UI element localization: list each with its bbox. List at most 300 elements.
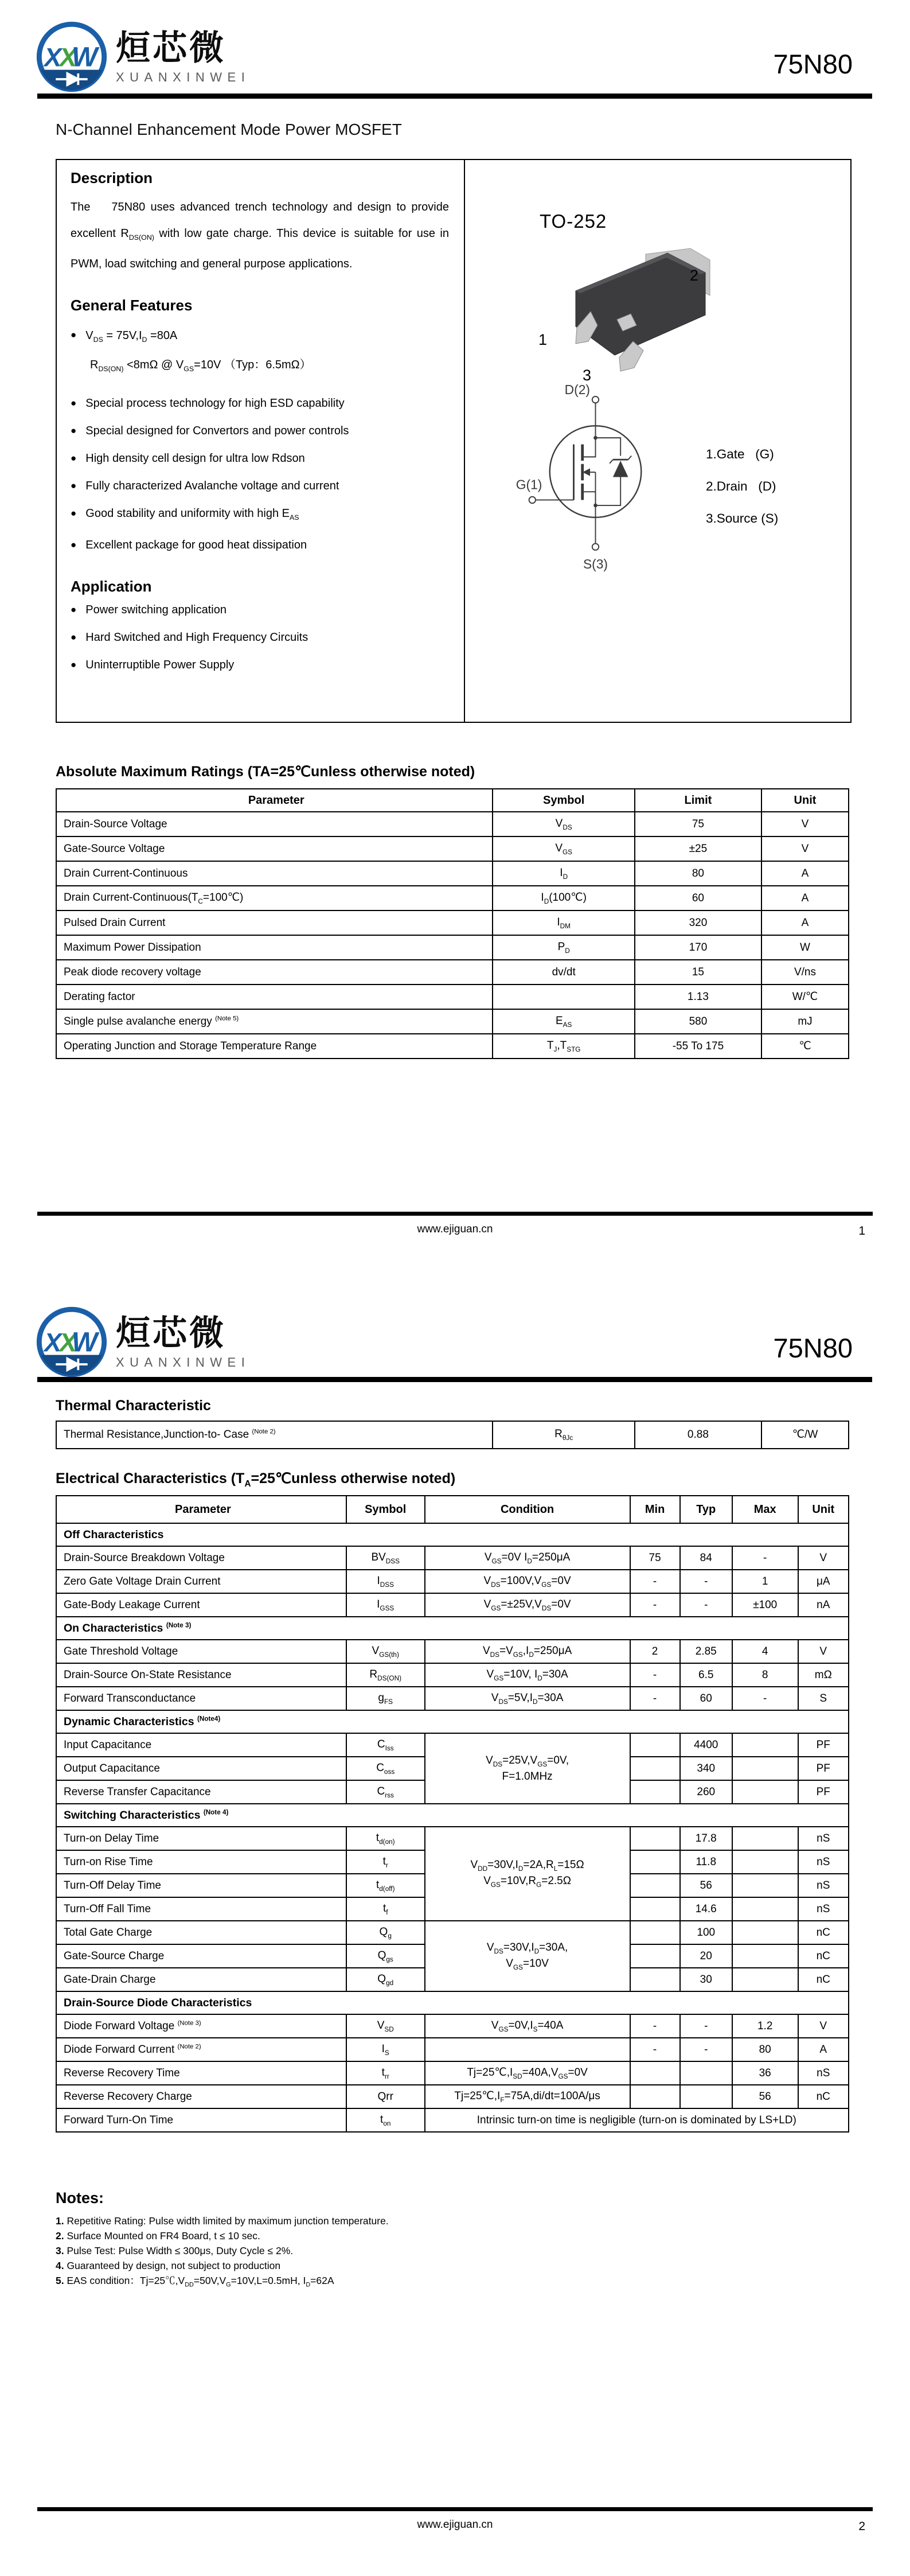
table-cell: Forward Transconductance	[56, 1687, 346, 1710]
table-cell: -	[680, 2038, 732, 2061]
table-cell	[630, 1944, 680, 1968]
package-pin-number-2: 2	[690, 267, 699, 284]
table-cell: V	[798, 2014, 849, 2038]
package-column	[465, 160, 850, 722]
column-header: Limit	[635, 789, 761, 812]
table-cell: Turn-on Rise Time	[56, 1850, 346, 1874]
table-cell: Forward Turn-On Time	[56, 2108, 346, 2132]
application-item	[71, 602, 449, 617]
table-cell: A	[761, 886, 849, 910]
table-cell: Gate-Source Charge	[56, 1944, 346, 1968]
table-cell	[732, 1897, 798, 1921]
table-cell: -	[630, 1593, 680, 1617]
table-cell: $I_S$	[346, 2038, 425, 2061]
table-cell: $t_f$	[346, 1897, 425, 1921]
brand-logo-icon	[36, 21, 108, 93]
footer-url: www.ejiguan.cn	[417, 1223, 493, 1235]
table-cell: Pulsed Drain Current	[56, 910, 493, 935]
table-cell: 580	[635, 1009, 761, 1034]
table-cell: nC	[798, 1944, 849, 1968]
features-heading: General Features	[71, 297, 193, 314]
table-cell: $V_{DS}=V_{GS},I_D=250\mu A$	[425, 1640, 630, 1663]
table-cell: Zero Gate Voltage Drain Current	[56, 1570, 346, 1593]
footer-url: www.ejiguan.cn	[417, 2519, 493, 2531]
table-cell: nS	[798, 1850, 849, 1874]
column-header: Parameter	[56, 1496, 346, 1523]
list-item-text: Uninterruptible Power Supply	[85, 659, 235, 671]
table-row	[56, 910, 849, 935]
section-cell: Dynamic Characteristics $^{(Note4)}$	[56, 1710, 849, 1733]
brand-text	[116, 30, 250, 85]
brand-logo-icon	[36, 1306, 108, 1378]
brand-latin: XUANXINWEI	[116, 1355, 251, 1369]
table-cell: nS	[798, 2061, 849, 2085]
table-cell: PF	[798, 1780, 849, 1804]
table-cell: nC	[798, 1921, 849, 1944]
table-cell: Maximum Power Dissipation	[56, 935, 493, 960]
table-cell: -	[630, 2038, 680, 2061]
column-header: Typ	[680, 1496, 732, 1523]
description-text: The 75N80 uses advanced trench technology and design to provide excellent $R_{DS(ON)}$ with low gate charge. This device is suitable for use in PWM, load switching and general purpose applications.	[71, 201, 449, 270]
table-cell: $Tj=25℃,I_{SD}=40A,V_{GS}=0V$	[425, 2061, 630, 2085]
application-heading: Application	[71, 578, 152, 595]
table-cell: Turn-Off Delay Time	[56, 1874, 346, 1897]
table-row	[56, 812, 849, 836]
bullet-icon: ●	[71, 508, 77, 519]
table-cell	[630, 1780, 680, 1804]
description-heading: Description	[71, 169, 153, 186]
table-cell: $V_{GS(th)}$	[346, 1640, 425, 1663]
abs-max-heading: Absolute Maximum Ratings (TA=25℃unless otherwise noted)	[56, 764, 475, 780]
table-cell: -	[630, 1687, 680, 1710]
table-cell: nS	[798, 1897, 849, 1921]
table-cell: $V_{GS}$	[493, 836, 634, 861]
notes-heading: Notes:	[56, 2189, 104, 2207]
table-cell	[732, 1780, 798, 1804]
table-cell	[630, 1733, 680, 1757]
table-row	[56, 2038, 849, 2061]
table-cell: 56	[680, 1874, 732, 1897]
table-cell: A	[798, 2038, 849, 2061]
table-row	[56, 935, 849, 960]
table-cell	[630, 1874, 680, 1897]
table-cell: Drain-Source On-State Resistance	[56, 1663, 346, 1687]
table-cell: W/℃	[761, 985, 849, 1009]
table-cell	[425, 2038, 630, 2061]
table-cell: Turn-Off Fall Time	[56, 1897, 346, 1921]
bullet-icon: ●	[71, 659, 77, 670]
table-cell: PF	[798, 1733, 849, 1757]
table-cell: W	[761, 935, 849, 960]
list-item-text: Special process technology for high ESD capability	[85, 397, 345, 410]
table-row	[56, 1421, 849, 1449]
table-cell: Input Capacitance	[56, 1733, 346, 1757]
table-cell: Derating factor	[56, 985, 493, 1009]
list-item-text: Good stability and uniformity with high $E_{AS}$	[85, 507, 299, 522]
table-cell: $I_D(100℃)$	[493, 886, 634, 910]
table-cell	[630, 2085, 680, 2108]
table-row	[56, 1663, 849, 1687]
table-cell: 36	[732, 2061, 798, 2085]
list-item-text: 3. Pulse Test: Pulse Width ≤ 300μs, Duty Cycle ≤ 2%.	[56, 2245, 294, 2256]
table-cell	[630, 2061, 680, 2085]
brand-text	[116, 1315, 250, 1370]
table-row	[56, 2085, 849, 2108]
column-header: Unit	[798, 1496, 849, 1523]
table-cell: -	[630, 1570, 680, 1593]
table-row	[56, 985, 849, 1009]
table-cell: $V_{DD}=30V,I_D=2A,R_L=15\Omega$ $V_{GS}=10V,R_G=2.5\Omega$	[425, 1827, 630, 1921]
table-cell: 1.13	[635, 985, 761, 1009]
features-list	[71, 396, 449, 552]
part-number: 75N80	[773, 1333, 853, 1363]
table-cell: 60	[635, 886, 761, 910]
table-cell: Diode Forward Voltage $^{(Note 3)}$	[56, 2014, 346, 2038]
table-cell: 84	[680, 1546, 732, 1570]
pin-legend-item	[706, 511, 778, 526]
table-row	[56, 1593, 849, 1617]
list-item-text: Power switching application	[85, 604, 226, 616]
table-cell: -	[680, 1593, 732, 1617]
table-cell: 60	[680, 1687, 732, 1710]
column-header: Condition	[425, 1496, 630, 1523]
table-row	[56, 1827, 849, 1850]
table-cell: Intrinsic turn-on time is negligible (turn-on is dominated by LS+LD)	[425, 2108, 849, 2132]
table-cell: $t_{d(on)}$	[346, 1827, 425, 1850]
table-cell	[493, 985, 634, 1009]
table-cell: Total Gate Charge	[56, 1921, 346, 1944]
table-cell	[630, 1897, 680, 1921]
table-cell: Peak diode recovery voltage	[56, 960, 493, 985]
electrical-heading: Electrical Characteristics ($T_A=25℃unless$ otherwise noted)	[56, 1470, 456, 1489]
application-list	[71, 602, 449, 672]
electrical-table	[56, 1495, 849, 2133]
table-cell	[630, 1827, 680, 1850]
table-cell: V	[761, 836, 849, 861]
feature-item	[71, 423, 449, 438]
table-cell: 100	[680, 1921, 732, 1944]
table-cell: -	[680, 2014, 732, 2038]
list-item-text: Hard Switched and High Frequency Circuits	[85, 631, 308, 644]
table-cell: $V_{DS}=25V,V_{GS}=0V$, F=1.0MHz	[425, 1733, 630, 1804]
brand-latin: XUANXINWEI	[116, 70, 251, 84]
table-cell: 260	[680, 1780, 732, 1804]
bullet-icon: ●	[71, 604, 77, 615]
table-cell: Reverse Recovery Time	[56, 2061, 346, 2085]
table-cell: $I_{DM}$	[493, 910, 634, 935]
table-cell	[630, 1921, 680, 1944]
table-cell: -	[680, 1570, 732, 1593]
feature-primary-text: $V_{DS} = 75V,I_D =80A$	[85, 329, 178, 344]
application-item	[71, 630, 449, 645]
header-rule	[37, 1377, 872, 1382]
pin-legend	[706, 447, 778, 543]
note-item	[56, 2243, 686, 2258]
list-item-text: Fully characterized Avalanche voltage and current	[85, 480, 339, 492]
table-row	[56, 2014, 849, 2038]
symbol-gate-label: G(1)	[515, 477, 542, 492]
bullet-icon: ●	[71, 425, 77, 436]
section-cell: Switching Characteristics $^{(Note 4)}$	[56, 1804, 849, 1827]
table-cell: 14.6	[680, 1897, 732, 1921]
logo-letter: X	[59, 1328, 77, 1357]
list-item-text: 5. EAS condition：$Tj=25℃,V_{DD}=50V,V_G=10V,L=0.5mH$, $I_D=62A$	[56, 2275, 334, 2289]
table-cell: μA	[798, 1570, 849, 1593]
table-cell: 80	[732, 2038, 798, 2061]
bullet-icon: ●	[71, 632, 77, 643]
table-cell: Output Capacitance	[56, 1757, 346, 1780]
electrical-table-container	[56, 1495, 849, 2133]
table-cell: 0.88	[635, 1421, 761, 1449]
table-cell: $C_{Iss}$	[346, 1733, 425, 1757]
table-cell: Thermal Resistance,Junction-to- Case $^{(Note 2)}$	[56, 1421, 493, 1449]
bullet-icon: ●	[71, 539, 77, 550]
note-item	[56, 2228, 686, 2243]
notes-list	[56, 2213, 686, 2293]
table-cell: mJ	[761, 1009, 849, 1034]
table-row	[56, 2061, 849, 2085]
table-row	[56, 1009, 849, 1034]
application-item	[71, 657, 449, 672]
table-cell	[680, 2085, 732, 2108]
package-pin-number-3: 3	[583, 367, 592, 384]
table-cell: $V_{DS}=30V,I_D=30A$, $V_{GS}=10V$	[425, 1921, 630, 1991]
table-row	[56, 1034, 849, 1059]
table-cell: -	[732, 1687, 798, 1710]
bullet-icon: ●	[71, 480, 77, 491]
list-item-text: 1.Gate (G)	[706, 447, 774, 461]
table-cell: $t_{on}$	[346, 2108, 425, 2132]
table-cell: $R_{DS(ON)}$	[346, 1663, 425, 1687]
table-cell: Drain-Source Voltage	[56, 812, 493, 836]
description-column	[57, 160, 464, 685]
section-row	[56, 1804, 849, 1827]
section-row	[56, 1523, 849, 1546]
feature-primary	[71, 329, 449, 344]
bullet-icon: ●	[71, 453, 77, 464]
table-cell: Gate-Drain Charge	[56, 1968, 346, 1991]
table-cell	[732, 1944, 798, 1968]
note-item	[56, 2213, 686, 2228]
table-cell: V	[798, 1640, 849, 1663]
table-cell: $Q_g$	[346, 1921, 425, 1944]
table-cell: 1.2	[732, 2014, 798, 2038]
table-cell: nS	[798, 1827, 849, 1850]
table-cell: 20	[680, 1944, 732, 1968]
table-cell: Operating Junction and Storage Temperature Range	[56, 1034, 493, 1059]
bullet-icon: ●	[71, 398, 77, 408]
logo-letter: W	[72, 1327, 98, 1358]
table-cell: 170	[635, 935, 761, 960]
table-row	[56, 1733, 849, 1757]
table-row	[56, 861, 849, 886]
list-item-text: 3.Source (S)	[706, 511, 779, 526]
feature-item	[71, 478, 449, 493]
table-cell: $V_{GS}=0V$ $I_D=250\mu A$	[425, 1546, 630, 1570]
column-header: Unit	[761, 789, 849, 812]
table-cell	[630, 1968, 680, 1991]
package-pin-number-1: 1	[538, 331, 548, 348]
table-cell: $E_{AS}$	[493, 1009, 634, 1034]
pin-legend-item	[706, 479, 778, 494]
table-cell	[732, 1850, 798, 1874]
feature-item	[71, 451, 449, 466]
table-cell: 2	[630, 1640, 680, 1663]
column-header: Symbol	[346, 1496, 425, 1523]
table-cell: mΩ	[798, 1663, 849, 1687]
table-cell: $V_{GS}=0V,I_S=40A$	[425, 2014, 630, 2038]
table-cell: Reverse Recovery Charge	[56, 2085, 346, 2108]
table-row	[56, 1687, 849, 1710]
table-cell: 17.8	[680, 1827, 732, 1850]
table-cell: $t_r$	[346, 1850, 425, 1874]
column-header: Min	[630, 1496, 680, 1523]
logo-letter: X	[59, 42, 77, 72]
feature-item	[71, 506, 449, 525]
section-row	[56, 1991, 849, 2014]
table-cell	[732, 1827, 798, 1850]
section-cell: On Characteristics $^{(Note 3)}$	[56, 1617, 849, 1640]
list-item-text: High density cell design for ultra low Rdson	[85, 452, 305, 465]
table-cell: -55 To 175	[635, 1034, 761, 1059]
header-rule	[37, 94, 872, 99]
table-cell	[680, 2061, 732, 2085]
table-row	[56, 886, 849, 910]
table-cell: S	[798, 1687, 849, 1710]
table-cell: ℃	[761, 1034, 849, 1059]
table-cell: 75	[630, 1546, 680, 1570]
table-row	[56, 1570, 849, 1593]
table-cell: 1	[732, 1570, 798, 1593]
logo-letter: X	[44, 42, 62, 72]
table-cell: A	[761, 861, 849, 886]
table-cell: V	[798, 1546, 849, 1570]
table-cell	[732, 1874, 798, 1897]
table-cell: Drain Current-$Continuous(T_C=100℃)$	[56, 886, 493, 910]
table-cell: V	[761, 812, 849, 836]
table-cell: Diode Forward Current $^{(Note 2)}$	[56, 2038, 346, 2061]
feature-item	[71, 538, 449, 552]
list-item-text: Excellent package for good heat dissipation	[85, 539, 307, 551]
table-cell: ±25	[635, 836, 761, 861]
table-cell: -	[630, 2014, 680, 2038]
list-item-text: 1. Repetitive Rating: Pulse width limited by maximum junction temperature.	[56, 2215, 389, 2227]
list-item-text: 2.Drain (D)	[706, 479, 776, 493]
abs-max-table	[56, 788, 849, 1059]
table-cell: $V_{DS}=5V,I_D=30A$	[425, 1687, 630, 1710]
table-cell: PF	[798, 1757, 849, 1780]
table-cell: $Q_{gs}$	[346, 1944, 425, 1968]
thermal-heading: Thermal Characteristic	[56, 1398, 211, 1414]
table-row	[56, 836, 849, 861]
table-cell	[732, 1968, 798, 1991]
table-row	[56, 2108, 849, 2132]
table-cell: 15	[635, 960, 761, 985]
table-cell	[732, 1757, 798, 1780]
table-cell: 56	[732, 2085, 798, 2108]
logo-letter: X	[44, 1328, 62, 1357]
table-row	[56, 1640, 849, 1663]
table-cell: $V_{SD}$	[346, 2014, 425, 2038]
table-cell: 2.85	[680, 1640, 732, 1663]
footer-rule	[37, 2507, 873, 2511]
table-cell: nC	[798, 2085, 849, 2108]
page-number: 1	[858, 1224, 865, 1238]
section-cell: Drain-Source Diode Characteristics	[56, 1991, 849, 2014]
table-cell: $t_{d(off)}$	[346, 1874, 425, 1897]
table-cell: $V_{GS}=\pm 25V,V_{DS}=0V$	[425, 1593, 630, 1617]
section-row	[56, 1617, 849, 1640]
feature-item	[71, 396, 449, 411]
note-item	[56, 2273, 686, 2293]
symbol-drain-label: D(2)	[564, 383, 590, 398]
pin-legend-item	[706, 447, 778, 462]
table-cell: Turn-on Delay Time	[56, 1827, 346, 1850]
table-cell	[732, 1921, 798, 1944]
table-cell: $g_{FS}$	[346, 1687, 425, 1710]
list-item-text: 2. Surface Mounted on FR4 Board, t ≤ 10 sec.	[56, 2230, 260, 2242]
table-cell	[630, 1757, 680, 1780]
section-cell: Off Characteristics	[56, 1523, 849, 1546]
thermal-table-container	[56, 1421, 849, 1449]
table-cell: Gate-Source Voltage	[56, 836, 493, 861]
table-row	[56, 960, 849, 985]
table-cell: dv/dt	[493, 960, 634, 985]
table-cell: $I_{GSS}$	[346, 1593, 425, 1617]
table-cell: 6.5	[680, 1663, 732, 1687]
description-panel	[56, 159, 852, 723]
table-cell: $BV_{DSS}$	[346, 1546, 425, 1570]
table-cell: $t_{rr}$	[346, 2061, 425, 2085]
table-cell: 340	[680, 1757, 732, 1780]
note-item	[56, 2258, 686, 2273]
table-cell: $I_D$	[493, 861, 634, 886]
column-header: Max	[732, 1496, 798, 1523]
brand-chinese: 烜芯微	[116, 1314, 226, 1352]
package-image-icon	[560, 245, 714, 377]
table-cell: Qrr	[346, 2085, 425, 2108]
list-item-text: 4. Guaranteed by design, not subject to production	[56, 2260, 281, 2271]
bullet-icon: ●	[71, 329, 77, 340]
table-cell	[630, 1850, 680, 1874]
table-cell: 8	[732, 1663, 798, 1687]
table-cell: $Tj=25℃,I_F=75A,di/dt=100A/\mu s$	[425, 2085, 630, 2108]
column-header: Parameter	[56, 789, 493, 812]
footer-rule	[37, 1212, 873, 1216]
table-row	[56, 1921, 849, 1944]
table-row	[56, 1546, 849, 1570]
brand-logo	[36, 21, 250, 93]
table-cell: ℃/W	[761, 1421, 849, 1449]
table-cell: $T_J,T_{STG}$	[493, 1034, 634, 1059]
table-cell: ±100	[732, 1593, 798, 1617]
table-cell: $Q_{gd}$	[346, 1968, 425, 1991]
thermal-table	[56, 1421, 849, 1449]
table-cell: $C_{rss}$	[346, 1780, 425, 1804]
table-cell: $P_D$	[493, 935, 634, 960]
abs-max-table-container	[56, 788, 849, 1059]
table-cell	[732, 1733, 798, 1757]
symbol-source-label: S(3)	[583, 557, 608, 572]
section-row	[56, 1710, 849, 1733]
table-cell: Reverse Transfer Capacitance	[56, 1780, 346, 1804]
brand-logo	[36, 1306, 250, 1378]
table-cell: nC	[798, 1968, 849, 1991]
table-cell: 80	[635, 861, 761, 886]
table-cell: -	[630, 1663, 680, 1687]
logo-letter: W	[72, 42, 98, 73]
table-header-row	[56, 789, 849, 812]
